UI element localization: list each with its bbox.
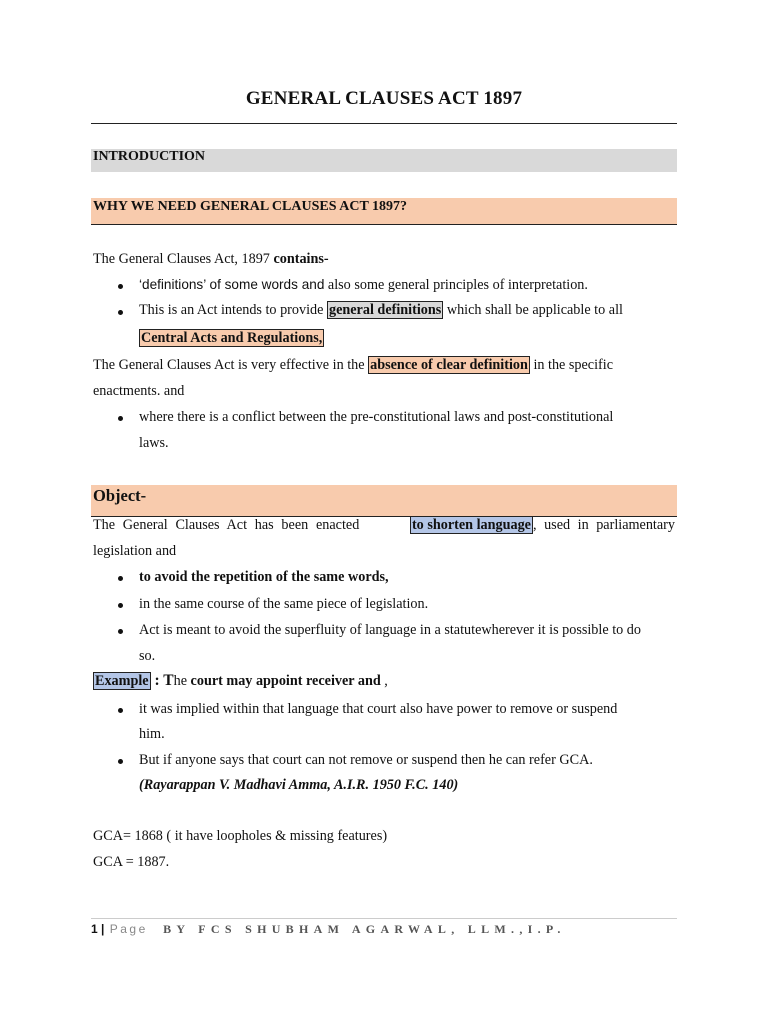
list-item bbox=[139, 568, 389, 586]
bullet-dot bbox=[118, 759, 123, 764]
page-title: GENERAL CLAUSES ACT 1897 bbox=[245, 88, 523, 109]
intro-bold: contains- bbox=[273, 251, 329, 267]
introduction-heading: INTRODUCTION bbox=[93, 149, 206, 164]
list-item bbox=[139, 276, 588, 294]
list-item: it was implied within that language that court also have power to remove or suspend bbox=[139, 701, 618, 717]
example-text: court may appoint receiver and bbox=[190, 673, 381, 689]
object-line-tail bbox=[410, 516, 675, 534]
gca-1887-line: GCA = 1887. bbox=[93, 854, 170, 870]
bullet-dot bbox=[118, 629, 123, 634]
legislation-line: legislation and bbox=[93, 543, 177, 559]
footer-author: BY FCS SHUBHAM AGARWAL, LLM.,I.P. bbox=[163, 922, 566, 936]
specific-text: in the specific bbox=[529, 357, 614, 373]
example-label: Example bbox=[95, 673, 149, 689]
introduction-heading-band bbox=[91, 149, 677, 172]
bullet-dot bbox=[118, 708, 123, 713]
example-line bbox=[93, 672, 388, 690]
parliamentary-text: , used in parliamentary bbox=[532, 517, 675, 533]
case-citation: (Rayarappan V. Madhavi Amma, A.I.R. 1950 F.C. 140) bbox=[139, 777, 459, 793]
shorten-language-highlight: to shorten language bbox=[411, 517, 531, 533]
footer-separator: | bbox=[101, 922, 105, 936]
list-item: But if anyone says that court can not remove or suspend then he can refer GCA. bbox=[139, 752, 593, 768]
gca-1868-line: GCA= 1868 ( it have loopholes & missing features) bbox=[93, 828, 388, 844]
list-item-continuation: so. bbox=[139, 648, 156, 664]
example-end: , bbox=[380, 673, 388, 689]
list-item: where there is a conflict between the pre-constitutional laws and post-constitutional bbox=[139, 409, 614, 425]
enacted-text: The General Clauses Act has been enacted bbox=[93, 517, 360, 533]
list-item: Act is meant to avoid the superfluity of language in a statutewherever it is possible to do bbox=[139, 622, 641, 638]
bullet-dot bbox=[118, 310, 123, 315]
bullet-dot bbox=[118, 284, 123, 289]
why-heading: WHY WE NEED GENERAL CLAUSES ACT 1897? bbox=[93, 199, 408, 214]
effective-text: The General Clauses Act is very effective in the bbox=[93, 357, 369, 373]
page-footer bbox=[91, 922, 566, 937]
principles-text: also some general principles of interpretation. bbox=[324, 277, 588, 293]
footer-rule bbox=[91, 918, 677, 919]
bullet-dot bbox=[118, 576, 123, 581]
list-item-continuation: laws. bbox=[139, 435, 169, 451]
object-heading: Object- bbox=[93, 486, 147, 505]
list-item-continuation: him. bbox=[139, 726, 165, 742]
applicable-text: which shall be applicable to all bbox=[443, 302, 623, 318]
page-label: Page bbox=[109, 922, 148, 936]
list-item-continuation bbox=[139, 329, 324, 347]
list-item bbox=[139, 301, 623, 319]
title-underline bbox=[91, 123, 677, 124]
why-heading-band bbox=[91, 198, 677, 225]
absence-definition-highlight: absence of clear definition bbox=[370, 357, 528, 373]
avoid-repetition-text: to avoid the repetition of the same words, bbox=[139, 569, 389, 585]
intro-text: The General Clauses Act, 1897 bbox=[93, 251, 274, 267]
central-acts-highlight: Central Acts and Regulations, bbox=[141, 330, 323, 346]
bullet-dot bbox=[118, 416, 123, 421]
page-number: 1 bbox=[91, 922, 98, 936]
list-item: in the same course of the same piece of legislation. bbox=[139, 596, 429, 612]
example-colon: : T bbox=[150, 672, 174, 689]
definitions-text: ‘definitions’ of some words and bbox=[139, 277, 325, 292]
object-heading-band bbox=[91, 485, 677, 517]
bullet-dot bbox=[118, 603, 123, 608]
act-intends-text: This is an Act intends to provide bbox=[139, 302, 327, 318]
effective-paragraph bbox=[93, 356, 613, 374]
intro-line bbox=[93, 250, 329, 268]
example-he: he bbox=[173, 673, 191, 689]
enactments-line: enactments. and bbox=[93, 383, 185, 399]
general-definitions-highlight: general definitions bbox=[328, 302, 442, 318]
object-paragraph bbox=[93, 516, 675, 534]
